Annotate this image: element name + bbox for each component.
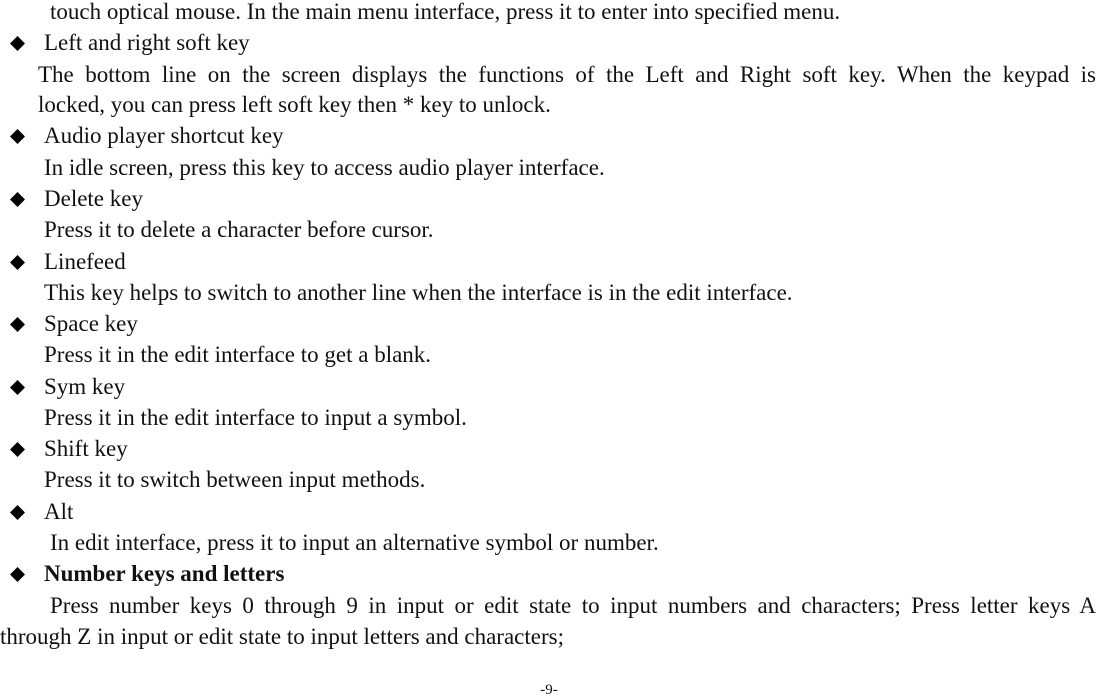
diamond-bullet-icon [10,380,25,395]
section-description: This key helps to switch to another line when the interface is in the edit interface. [44,280,793,305]
intro-line: touch optical mouse. In the main menu interface, press it to enter into specified menu. [50,0,841,24]
section-description: Press it to delete a character before cursor. [44,217,434,242]
diamond-bullet-icon [10,192,25,207]
diamond-bullet-icon [10,317,25,332]
section-description: locked, you can press left soft key then * key to unlock. [38,92,551,117]
diamond-bullet-icon [10,505,25,520]
section-description: Press it in the edit interface to input a symbol. [44,405,467,430]
section-heading: Linefeed [44,249,126,274]
diamond-bullet-icon [10,442,25,457]
diamond-bullet-icon [10,129,25,144]
section-description: In edit interface, press it to input an alternative symbol or number. [50,530,659,555]
section-heading: Sym key [44,374,126,399]
section-description: Press it to switch between input methods. [44,467,426,492]
section-heading: Left and right soft key [44,30,250,55]
section-heading: Space key [44,311,138,336]
section-heading: Number keys and letters [44,561,285,586]
section-description: In idle screen, press this key to access audio player interface. [44,155,605,180]
section-description: Press number keys 0 through 9 in input or edit state to input numbers and characters; Press letter keys A [50,593,1096,618]
page-number: -9- [540,682,558,698]
section-heading: Audio player shortcut key [44,123,284,148]
section-description: Press it in the edit interface to get a blank. [44,342,432,367]
diamond-bullet-icon [10,567,25,582]
diamond-bullet-icon [10,255,25,270]
section-heading: Alt [44,499,74,524]
diamond-bullet-icon [10,36,25,51]
section-description: through Z in input or edit state to input letters and characters; [0,624,564,649]
section-description: The bottom line on the screen displays the functions of the Left and Right soft key. When the keypad is [38,62,1096,87]
section-heading: Delete key [44,186,143,211]
section-heading: Shift key [44,436,128,461]
